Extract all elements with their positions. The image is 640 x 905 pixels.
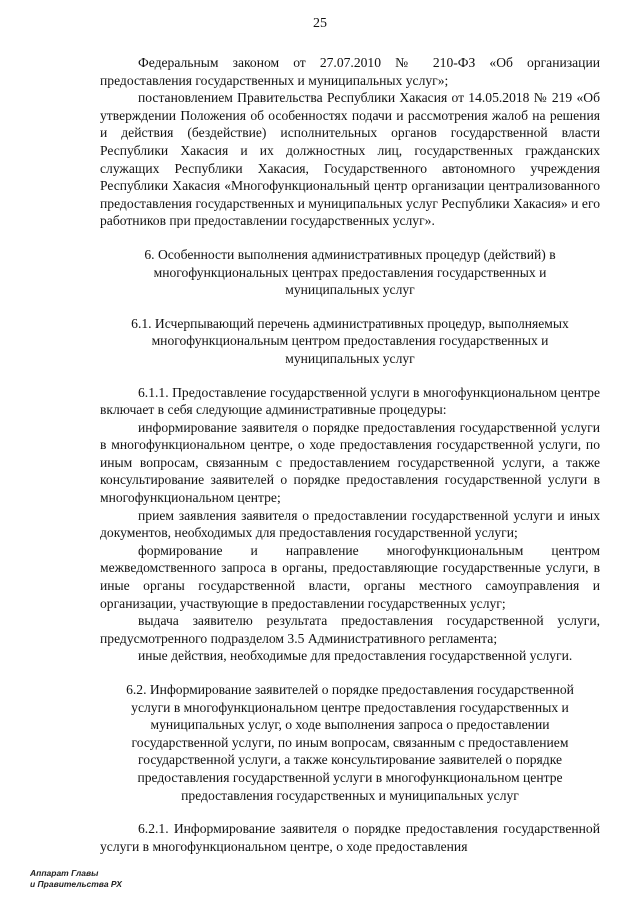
page-number: 25 <box>313 16 327 31</box>
paragraph-6-1-1: 6.1.1. Предоставление государственной услуги в многофункциональном центре включает в себя следующие административные процедуры: <box>100 384 600 418</box>
section-6-2-heading: 6.2. Информирование заявителей о порядке предоставления государственной услуги в многофункциональном центре предоставления государственных и муниципальных услуг, о ходе выполнения запроса о предоставлении государственной услуги, по иным вопросам, связанным с предоставлением государственной услуги, а также консультирование заявителей о порядке предоставления государственной услуги в многофункциональном центре предоставления государственных и муниципальных услуг <box>126 682 574 803</box>
stamp-line-1: Аппарат Главы <box>30 868 99 878</box>
organization-stamp <box>30 868 122 890</box>
list-item-interagency-request: формирование и направление многофункциональным центром межведомственного запроса в органы, предоставляющие государственные услуги, в иные органы государственной власти, органы местного самоуправления и организации, участвующие в предоставлении государственных услуг; <box>100 542 600 611</box>
section-6-1-heading: 6.1. Исчерпывающий перечень административных процедур, выполняемых многофункциональным центром предоставления государственных и муниципальных услуг <box>131 315 569 366</box>
list-item-application: прием заявления заявителя о предоставлении государственной услуги и иных документов, необходимых для предоставления государственной услуги; <box>100 507 600 541</box>
section-6-heading: 6. Особенности выполнения административных процедур (действий) в многофункциональных центрах предоставления государственных и муниципальных услуг <box>144 246 556 298</box>
document-body <box>100 54 600 855</box>
list-item-other-actions: иные действия, необходимые для предоставления государственной услуги. <box>138 648 573 664</box>
paragraph-resolution: постановлением Правительства Республики Хакасия от 14.05.2018 № 219 «Об утверждении Положения об особенностях подачи и рассмотрения жалоб на решения и действия (бездействие) исполнительных органов государственной власти Республики Хакасия и их должностных лиц, государственных гражданских служащих Республики Хакасия, Государственного автономного учреждения Республики Хакасия «Многофункциональный центр организации централизованного предоставления государственных и муниципальных услуг Республики Хакасия» и его работников при предоставлении государственных услуг». <box>100 90 600 229</box>
paragraph-federal-law: Федеральным законом от 27.07.2010 № 210-ФЗ «Об организации предоставления государственных и муниципальных услуг»; <box>100 55 600 88</box>
paragraph-6-2-1: 6.2.1. Информирование заявителя о порядке предоставления государственной услуги в многофункциональном центре, о ходе предоставления <box>100 821 600 854</box>
list-item-informing: информирование заявителя о порядке предоставления государственной услуги в многофункциональном центре, о ходе предоставления государственной услуги, по иным вопросам, связанным с предоставлением государственной услуги, а также консультирование заявителей о порядке предоставления государственной услуги в многофункциональном центре; <box>100 419 600 506</box>
list-item-result: выдача заявителю результата предоставления государственной услуги, предусмотренного подразделом 3.5 Административного регламента; <box>100 613 600 646</box>
stamp-line-2: и Правительства РХ <box>30 879 122 889</box>
